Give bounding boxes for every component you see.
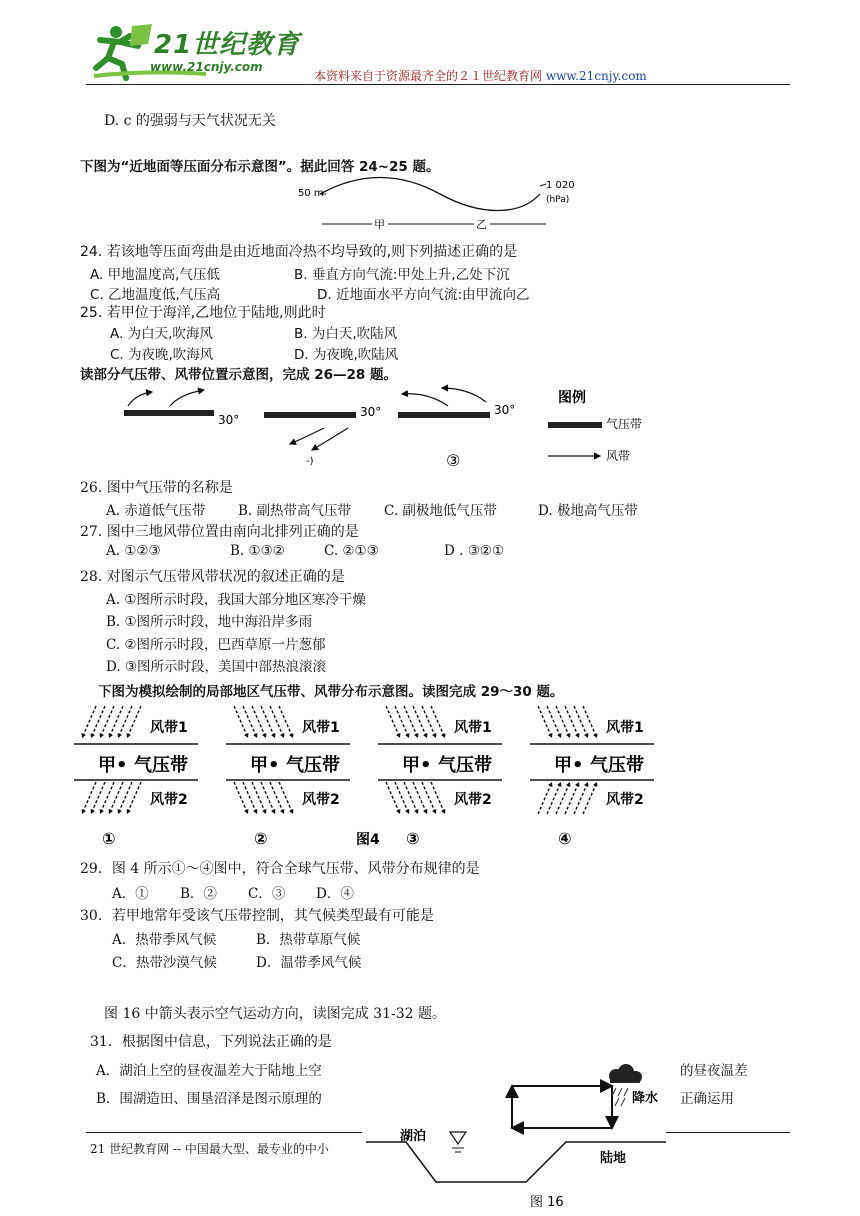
wind-belt2-arrow — [109, 782, 123, 814]
q31-option-a-right: 的昼夜温差 — [680, 1063, 748, 1079]
label-wind-belt-2: 风带2 — [454, 792, 492, 808]
wind-belt2-arrow — [261, 782, 275, 814]
wind-belt1-arrow — [243, 706, 257, 738]
isobar-curve — [320, 178, 540, 211]
q25-stem: 25. 若甲位于海洋,乙地位于陆地,则此时 — [80, 305, 326, 321]
q28-option-b: B. ①图所示时段，地中海沿岸多雨 — [106, 614, 313, 630]
belt-diagram-2 — [264, 405, 381, 467]
panel-number-label: ② — [254, 829, 268, 848]
label-wind-belt-1: 风带1 — [302, 720, 340, 736]
q26-option-a: A. 赤道低气压带 — [106, 503, 206, 519]
label-wind-belt-1: 风带1 — [606, 720, 644, 736]
header-rule — [86, 84, 790, 85]
wind-belt1-arrow — [91, 706, 105, 738]
footer-rule-right — [666, 1132, 790, 1133]
q28-option-c: C. ②图所示时段，巴西草原一片葱郁 — [106, 637, 326, 653]
label-wind-belt-2: 风带2 — [606, 792, 644, 808]
label-lake: 湖泊 — [400, 1129, 427, 1144]
fig4-panel-1 — [74, 706, 198, 848]
header-source-text: 本资料来自于资源最齐全的２１世纪教育网 — [314, 69, 543, 83]
label-yi: 乙 — [476, 218, 487, 231]
belt3-label: ③ — [446, 451, 461, 470]
belt1-degree: 30° — [218, 413, 240, 427]
belt-diagram-3 — [398, 388, 515, 470]
q28-option-a: A. ①图所示时段，我国大部分地区寒冷干燥 — [106, 592, 366, 608]
label-wind-belt-1: 风带1 — [150, 720, 188, 736]
q24-option-d: D. 近地面水平方向气流:由甲流向乙 — [317, 287, 530, 303]
q26-option-d: D. 极地高气压带 — [538, 503, 638, 519]
wind-belt1-arrow — [127, 706, 141, 738]
q25-option-d: D. 为夜晚,吹陆风 — [294, 347, 399, 363]
q24-stem: 24. 若该地等压面弯曲是由近地面冷热不均导致的,则下列描述正确的是 — [80, 244, 518, 260]
label-1020: 1 020 — [546, 180, 575, 191]
belt-legend — [548, 389, 642, 463]
isobar-figure — [290, 176, 590, 234]
q31-option-a-left: A．湖泊上空的昼夜温差大于陆地上空 — [96, 1063, 322, 1079]
wind-belt1-arrow — [100, 706, 114, 738]
q31-option-b-right: 正确运用 — [680, 1091, 734, 1107]
q24-option-b: B. 垂直方向气流:甲处上升,乙处下沉 — [294, 267, 510, 283]
wind-belt2-arrow — [234, 782, 248, 814]
q30-stem: 30．若甲地常年受该气压带控制，其气候类型最有可能是 — [80, 908, 434, 924]
wind-belt1-arrow — [413, 706, 427, 738]
footer-rule-left — [86, 1132, 362, 1133]
fig16-caption: 图 16 — [530, 1195, 564, 1210]
wind-belt2-arrow — [422, 782, 436, 814]
label-jia: 甲• — [554, 755, 584, 776]
q31-stem: 31．根据图中信息，下列说法正确的是 — [90, 1034, 332, 1050]
wind-belt2-arrow — [556, 782, 570, 814]
wind-belt2-arrow — [431, 782, 445, 814]
fig4-panel-3 — [378, 706, 502, 848]
label-pressure-belt: 气压带 — [134, 755, 188, 776]
label-jia: 甲• — [98, 755, 128, 776]
label-land: 陆地 — [600, 1151, 627, 1166]
wind-belt2-arrow — [91, 782, 105, 814]
wind-belt2-arrow — [270, 782, 284, 814]
label-pressure-belt: 气压带 — [438, 755, 492, 776]
wind-belt1-arrow — [574, 706, 588, 738]
fig4-caption: 图4 — [356, 832, 380, 848]
logo-title: 21世纪教育 — [154, 30, 301, 60]
q27-stem: 27. 图中三地风带位置由南向北排列正确的是 — [80, 524, 359, 540]
intro-24-25: 下图为“近地面等压面分布示意图”。据此回答 24~25 题。 — [80, 159, 440, 175]
q29-option-a: A．① — [112, 886, 149, 902]
q30-option-b: B．热带草原气候 — [256, 932, 361, 948]
wind-belt1-arrow — [431, 706, 445, 738]
footer-text: 21 世纪教育网 -- 中国最大型、最专业的中小 — [90, 1142, 329, 1156]
wind-belt2-arrow — [565, 782, 579, 814]
label-jia: 甲• — [250, 755, 280, 776]
pressure-belt-figure — [112, 384, 672, 472]
wind-belt1-arrow — [404, 706, 418, 738]
q24-option-c: C. 乙地温度低,气压高 — [90, 287, 221, 303]
wind-belt1-arrow — [395, 706, 409, 738]
wind-belt1-arrow — [82, 706, 96, 738]
belt3-degree: 30° — [494, 403, 516, 417]
lake-land-figure-16 — [366, 1060, 676, 1210]
wind-belt-figure-4 — [70, 702, 670, 850]
fig4-panel-4 — [530, 706, 654, 848]
header-source-link[interactable]: www.21cnjy.com — [545, 69, 647, 83]
panel-number-label: ① — [102, 829, 116, 848]
wind-belt1-arrow — [565, 706, 579, 738]
q25-option-c: C. 为夜晚,吹海风 — [110, 347, 214, 363]
header-source-note — [314, 67, 647, 84]
wind-belt2-arrow — [574, 782, 588, 814]
label-50m: 50 m — [298, 188, 324, 199]
wind-belt2-arrow — [386, 782, 400, 814]
q28-option-d: D. ③图所示时段，美国中部热浪滚滚 — [106, 659, 327, 675]
q29-option-c: C．③ — [248, 886, 286, 902]
q27-option-c: C. ②①③ — [324, 543, 379, 559]
wind-belt1-arrow — [547, 706, 561, 738]
belt-diagram-1 — [124, 390, 239, 427]
wind-belt1-arrow — [556, 706, 570, 738]
q27-option-b: B. ①③② — [230, 543, 285, 559]
wind-belt2-arrow — [82, 782, 96, 814]
panel-number-label: ③ — [406, 829, 420, 848]
wind-belt1-arrow — [234, 706, 248, 738]
belt2-degree: 30° — [360, 405, 382, 419]
label-wind-belt-2: 风带2 — [302, 792, 340, 808]
label-hpa: (hPa) — [546, 195, 570, 205]
label-wind-belt-2: 风带2 — [150, 792, 188, 808]
legend-title: 图例 — [558, 390, 586, 406]
label-pressure-belt: 气压带 — [590, 755, 644, 776]
q28-stem: 28. 对图示气压带风带状况的叙述正确的是 — [80, 569, 345, 585]
wind-belt1-arrow — [261, 706, 275, 738]
wind-belt1-arrow — [386, 706, 400, 738]
label-rain: 降水 — [632, 1091, 659, 1106]
q30-option-d: D．温带季风气候 — [256, 955, 362, 971]
label-jia: 甲• — [402, 755, 432, 776]
q24-option-a: A. 甲地温度高,气压低 — [90, 267, 220, 283]
q26-stem: 26. 图中气压带的名称是 — [80, 480, 233, 496]
wind-belt1-arrow — [109, 706, 123, 738]
wind-belt2-arrow — [252, 782, 266, 814]
site-logo — [86, 18, 316, 84]
q29-stem: 29．图 4 所示①～④图中，符合全球气压带、风带分布规律的是 — [80, 861, 480, 877]
wind-belt2-arrow — [404, 782, 418, 814]
q27-option-a: A. ①②③ — [106, 543, 161, 559]
water-level-icon — [450, 1132, 466, 1144]
q26-option-b: B. 副热带高气压带 — [238, 503, 352, 519]
wind-belt1-arrow — [252, 706, 266, 738]
belt2-label: -) — [306, 456, 314, 467]
intro-29-30: 下图为模拟绘制的局部地区气压带、风带分布示意图。读图完成 29～30 题。 — [98, 684, 564, 700]
q29-option-d: D．④ — [316, 886, 354, 902]
q30-option-c: C．热带沙漠气候 — [112, 955, 217, 971]
q25-option-a: A. 为白天,吹海风 — [110, 326, 213, 342]
wind-belt1-arrow — [279, 706, 293, 738]
label-jia: 甲 — [374, 218, 385, 231]
q23-option-d: D. c 的强弱与天气状况无关 — [104, 113, 276, 129]
wind-belt2-arrow — [127, 782, 141, 814]
q30-option-a: A．热带季风气候 — [112, 932, 217, 948]
wind-belt1-arrow — [538, 706, 552, 738]
wind-belt1-arrow — [422, 706, 436, 738]
wind-belt1-arrow — [583, 706, 597, 738]
legend-pressure: 气压带 — [606, 417, 643, 431]
intro-26-28: 读部分气压带、风带位置示意图，完成 26—28 题。 — [80, 367, 397, 383]
label-pressure-belt: 气压带 — [286, 755, 340, 776]
q25-option-b: B. 为白天,吹陆风 — [294, 326, 398, 342]
wind-belt2-arrow — [395, 782, 409, 814]
panel-number-label: ④ — [558, 829, 572, 848]
wind-belt2-arrow — [243, 782, 257, 814]
wind-belt1-arrow — [270, 706, 284, 738]
q29-option-b: B．② — [180, 886, 217, 902]
q26-option-c: C. 副极地低气压带 — [384, 503, 497, 519]
logo-url: www.21cnjy.com — [150, 60, 263, 74]
legend-wind: 风带 — [606, 449, 631, 463]
wind-belt2-arrow — [100, 782, 114, 814]
wind-belt2-arrow — [413, 782, 427, 814]
fig4-panel-2 — [226, 706, 350, 848]
label-wind-belt-1: 风带1 — [454, 720, 492, 736]
q27-option-d: D . ③②① — [444, 543, 505, 559]
intro-31-32: 图 16 中箭头表示空气运动方向，读图完成 31-32 题。 — [104, 1006, 446, 1022]
wind-belt2-arrow — [538, 782, 552, 814]
wind-belt1-arrow — [118, 706, 132, 738]
wind-belt2-arrow — [279, 782, 293, 814]
wind-belt2-arrow — [547, 782, 561, 814]
q31-option-b-left: B．围湖造田、围垦沼泽是图示原理的 — [96, 1091, 322, 1107]
wind-belt2-arrow — [583, 782, 597, 814]
wind-belt2-arrow — [118, 782, 132, 814]
